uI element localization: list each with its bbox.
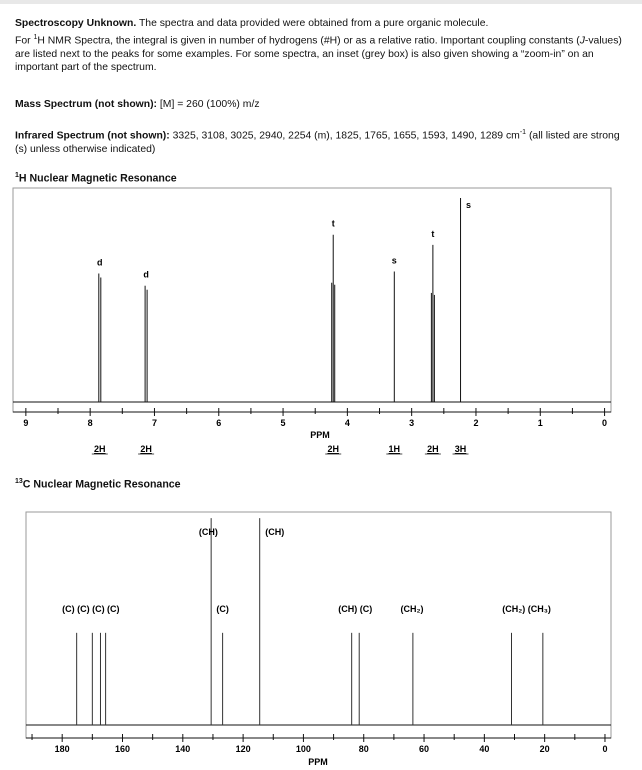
cnmr-peak-label: (CH₂) [400, 604, 424, 614]
hnmr-peak [332, 219, 335, 402]
hnmr-peak [461, 198, 472, 402]
cnmr-peaks [77, 518, 543, 725]
hnmr-multiplicity-label: d [97, 257, 103, 268]
cnmr-title-text: C Nuclear Magnetic Resonance [22, 478, 181, 491]
ir-values: 3325, 3108, 3025, 2940, 2254 (m), 1825, 1765, 1655, 1593, 1490, 1289 cm [172, 130, 520, 142]
cnmr-peak-label: (C) [216, 604, 229, 614]
cnmr-spectrum [0, 508, 642, 770]
mass-value: [M] = 260 (100%) m/z [159, 99, 260, 110]
intro-line2a: For [15, 35, 34, 47]
intro-j: J [579, 35, 585, 47]
cnmr-tick-label: 160 [114, 744, 131, 754]
mass-label: Mass Spectrum (not shown): [15, 99, 158, 110]
cnmr-title [15, 478, 181, 491]
ir-spectrum-line [15, 126, 627, 157]
mass-spectrum-line [15, 98, 627, 112]
cnmr-peak-label: (CH) [265, 527, 285, 537]
hnmr-peaks [97, 198, 471, 402]
hnmr-tick-label: 0 [602, 418, 608, 428]
cnmr-peak-label: (CH₂) (CH₃) [502, 604, 551, 614]
ir-note: (all listed are strong (s) unless otherwise indicated) [15, 130, 620, 156]
hnmr-integral-label: 1H [388, 444, 401, 454]
hnmr-integral-label: 2H [94, 444, 106, 454]
cnmr-tick-label: 140 [175, 744, 191, 754]
intro-title: Spectroscopy Unknown. [15, 18, 137, 29]
hnmr-tick-label: 2 [473, 418, 479, 428]
hnmr-peak [431, 229, 434, 402]
hnmr-title [15, 172, 177, 185]
hnmr-peak [97, 257, 103, 402]
cnmr-tick-label: 120 [235, 744, 251, 754]
hnmr-axis [13, 408, 611, 428]
intro-sup: 1 [33, 33, 38, 41]
cnmr-tick-label: 40 [479, 744, 490, 754]
cnmr-tick-label: 100 [295, 744, 311, 754]
hnmr-tick-label: 7 [151, 418, 157, 428]
hnmr-tick-label: 6 [216, 418, 222, 428]
cropped-header-strip [0, 0, 642, 4]
cnmr-peak-label: (CH) [198, 527, 218, 537]
cnmr-axis-label: PPM [308, 757, 328, 767]
intro-line2b: H NMR Spectra, the integral is given in number of hydrogens (#H) or as a relative ratio. Important coupling constants ( [37, 35, 580, 47]
hnmr-multiplicity-label: s [391, 255, 397, 266]
cnmr-title-sup: 13 [15, 478, 23, 485]
cnmr-peak-label: (CH) (C) [338, 604, 373, 614]
cnmr-tick-label: 0 [602, 744, 608, 754]
hnmr-multiplicity-label: s [466, 200, 472, 210]
hnmr-tick-label: 8 [87, 418, 93, 428]
hnmr-integral-label: 3H [454, 444, 467, 454]
hnmr-peak [392, 255, 397, 402]
hnmr-axis-label: PPM [310, 430, 330, 440]
hnmr-multiplicity-label: t [331, 218, 335, 229]
cnmr-tick-label: 80 [358, 744, 369, 754]
cnmr-peak-label: (C) (C) (C) (C) [62, 604, 120, 614]
intro-paragraph [15, 17, 627, 75]
hnmr-title-text: H Nuclear Magnetic Resonance [18, 172, 177, 185]
hnmr-tick-label: 1 [537, 418, 543, 428]
hnmr-tick-label: 5 [280, 418, 286, 428]
cnmr-tick-label: 20 [539, 744, 550, 754]
cnmr-tick-label: 60 [419, 744, 430, 754]
ir-label: Infrared Spectrum (not shown): [15, 130, 170, 142]
hnmr-tick-label: 3 [409, 418, 415, 428]
cnmr-plot-frame [26, 512, 611, 738]
intro-line1: The spectra and data provided were obtained from a pure organic molecule. [136, 18, 489, 29]
hnmr-multiplicity-label: t [431, 228, 435, 239]
hnmr-integral-label: 2H [427, 444, 439, 454]
ir-unit-sup: -1 [519, 129, 527, 136]
hnmr-integral-label: 2H [327, 444, 339, 454]
hnmr-title-sup: 1 [15, 172, 19, 179]
hnmr-peak [143, 270, 149, 402]
hnmr-tick-label: 9 [23, 418, 29, 428]
intro-line2c: -values) are listed next to the peaks for some examples. For some spectra, an inset (grey box) is also given showing a “zoom-in” on an important part of the spectrum. [15, 35, 622, 74]
hnmr-plot-frame [13, 188, 611, 412]
hnmr-tick-label: 4 [344, 418, 350, 428]
hnmr-spectrum [0, 184, 642, 464]
cnmr-axis [26, 734, 611, 754]
hnmr-integrals [92, 444, 469, 454]
cnmr-tick-label: 180 [54, 744, 70, 754]
hnmr-integral-label: 2H [140, 444, 152, 454]
hnmr-multiplicity-label: d [143, 269, 149, 280]
cnmr-peak-labels [62, 527, 551, 614]
